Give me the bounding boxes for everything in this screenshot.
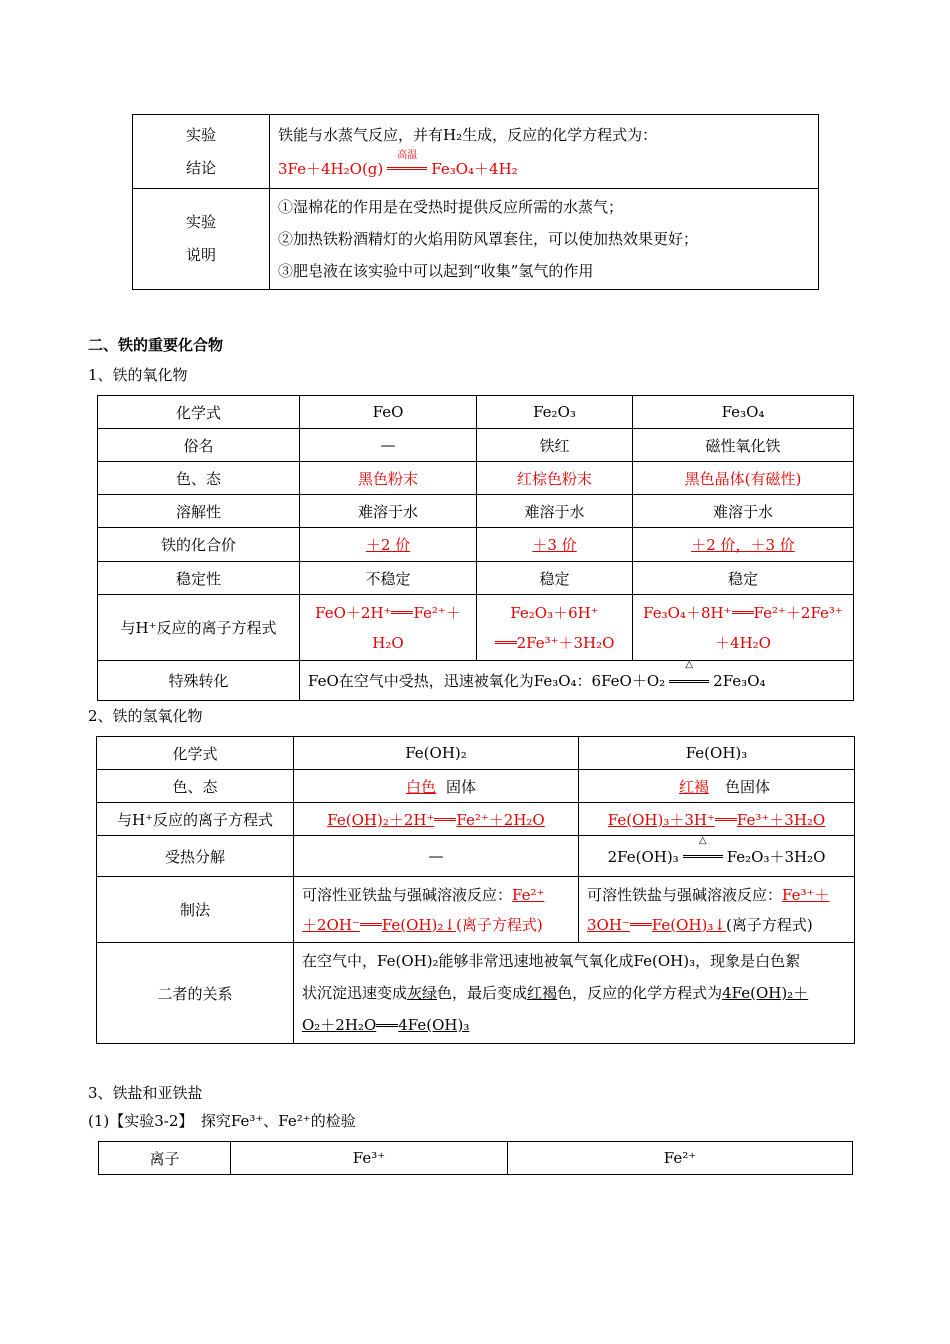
cell-text: 可溶性铁盐与强碱溶液反应： bbox=[587, 885, 783, 904]
fill-answer: O₂＋2H₂O bbox=[302, 1016, 377, 1034]
row-label: 稳定性 bbox=[98, 562, 300, 595]
hydroxides-header: Fe(OH)₂ bbox=[294, 737, 579, 770]
row-label: 受热分解 bbox=[97, 836, 294, 877]
exp-note-label bbox=[133, 189, 270, 290]
ions-table bbox=[98, 1141, 853, 1175]
fill-answer: 白色 bbox=[405, 777, 436, 796]
cell: ＋2 价 bbox=[300, 528, 477, 562]
eq-left: 2Fe(OH)₃ bbox=[607, 847, 679, 866]
cell: ＋3 价 bbox=[477, 528, 633, 562]
experiment-title: (1)【实验3-2】 探究Fe³⁺、Fe²⁺的检验 bbox=[88, 1112, 356, 1130]
oxides-header: Fe₂O₃ bbox=[477, 396, 633, 429]
cell bbox=[477, 595, 633, 661]
cell: 难溶于水 bbox=[477, 495, 633, 528]
eq-part: Fe₂O₃＋6H⁺ bbox=[510, 603, 599, 622]
rel-line: 在空气中，Fe(OH)₂能够非常迅速地被氧气氧化成Fe(OH)₃，现象是白色絮 bbox=[302, 952, 801, 970]
special-transform bbox=[300, 661, 854, 701]
cell-text: (离子方程式) bbox=[725, 915, 813, 934]
note-line: ②加热铁粉酒精灯的火焰用防风罩套住，可以使加热效果更好； bbox=[278, 230, 699, 248]
cell bbox=[294, 803, 579, 836]
cell bbox=[579, 803, 855, 836]
subsection-title: 2、铁的氢氧化物 bbox=[88, 707, 203, 725]
eq-part: Fe²⁺＋2H₂O bbox=[456, 810, 545, 829]
hydroxides-header: 化学式 bbox=[97, 737, 294, 770]
cell bbox=[294, 877, 579, 943]
exp-conclusion-label bbox=[133, 115, 270, 189]
eq-part: Fe³⁺＋ bbox=[782, 885, 830, 904]
exp-conclusion-text: 铁能与水蒸气反应，并有H₂生成，反应的化学方程式为： bbox=[278, 125, 658, 144]
eq-part: H₂O bbox=[372, 633, 404, 652]
ions-header: 离子 bbox=[99, 1142, 231, 1175]
note-line: ①湿棉花的作用是在受热时提供反应所需的水蒸气； bbox=[278, 198, 624, 216]
cell: 稳定 bbox=[633, 562, 854, 595]
cell: 铁红 bbox=[477, 429, 633, 462]
hydroxides-table bbox=[96, 736, 855, 1044]
subsection-title: 1、铁的氧化物 bbox=[88, 366, 188, 384]
experiment-table bbox=[132, 114, 819, 290]
cell: 不稳定 bbox=[300, 562, 477, 595]
note-line: ③肥皂液在该实验中可以起到“收集”氢气的作用 bbox=[278, 262, 594, 280]
row-label: 特殊转化 bbox=[98, 661, 300, 701]
eq-part: 2Fe³⁺＋3H₂O bbox=[516, 633, 615, 652]
cell-text: 固体 bbox=[446, 777, 477, 796]
hydroxides-header: Fe(OH)₃ bbox=[579, 737, 855, 770]
exp-note-content bbox=[270, 189, 819, 290]
eq-part: ＋4H₂O bbox=[715, 633, 771, 652]
oxides-header: FeO bbox=[300, 396, 477, 429]
row-label: 与H⁺反应的离子方程式 bbox=[98, 595, 300, 661]
label-line: 结论 bbox=[185, 158, 216, 177]
ions-header: Fe²⁺ bbox=[508, 1142, 853, 1175]
exp-conclusion-content bbox=[270, 115, 819, 189]
fill-answer: 红褐 bbox=[527, 984, 558, 1002]
cell: 黑色晶体(有磁性) bbox=[633, 462, 854, 495]
cell bbox=[294, 770, 579, 803]
fill-answer: 4Fe(OH)₂＋ bbox=[722, 984, 809, 1002]
cell-text: 色固体 bbox=[725, 777, 771, 796]
cell: — bbox=[294, 836, 579, 877]
cell: ＋2 价，＋3 价 bbox=[633, 528, 854, 562]
eq-part: Fe(OH)₃↓ bbox=[651, 915, 726, 934]
rel-text: 色，最后变成 bbox=[437, 984, 528, 1002]
fill-answer: 4Fe(OH)₃ bbox=[398, 1016, 470, 1034]
eq-right: Fe₃O₄＋4H₂ bbox=[431, 159, 518, 178]
section-title: 二、铁的重要化合物 bbox=[88, 336, 224, 354]
cell bbox=[300, 595, 477, 661]
eq-part: 3OH⁻ bbox=[587, 915, 630, 934]
eq-part: FeO＋2H⁺ bbox=[315, 603, 392, 622]
row-label: 铁的化合价 bbox=[98, 528, 300, 562]
eq-left: 3Fe＋4H₂O(g) bbox=[278, 159, 384, 178]
eq-part: ＋2OH⁻ bbox=[302, 915, 360, 934]
oxides-header: 化学式 bbox=[98, 396, 300, 429]
row-label: 俗名 bbox=[98, 429, 300, 462]
eq-part: Fe(OH)₂↓ bbox=[381, 915, 456, 934]
eq-condition: △ bbox=[685, 659, 694, 670]
cell: — bbox=[300, 429, 477, 462]
row-label: 二者的关系 bbox=[97, 943, 294, 1044]
label-line: 实验 bbox=[185, 125, 216, 144]
exp-conclusion-equation bbox=[278, 149, 810, 184]
eq-part: Fe(OH)₂＋2H⁺ bbox=[327, 810, 435, 829]
cell: 难溶于水 bbox=[633, 495, 854, 528]
eq-condition: △ bbox=[698, 834, 707, 846]
ions-header: Fe³⁺ bbox=[231, 1142, 508, 1175]
cell bbox=[633, 595, 854, 661]
row-label: 色、态 bbox=[97, 770, 294, 803]
rel-text: 状沉淀迅速变成 bbox=[302, 984, 408, 1002]
cell: 稳定 bbox=[477, 562, 633, 595]
cell bbox=[579, 836, 855, 877]
subsection-title: 3、铁盐和亚铁盐 bbox=[88, 1084, 203, 1102]
label-line: 实验 bbox=[185, 213, 216, 231]
relationship-cell bbox=[294, 943, 855, 1044]
eq-part: Fe²⁺ bbox=[512, 885, 545, 904]
eq-part: Fe₃O₄＋8H⁺ bbox=[643, 603, 732, 622]
eq-part: Fe(OH)₃＋3H⁺ bbox=[607, 810, 715, 829]
cell: 难溶于水 bbox=[300, 495, 477, 528]
rel-text: 色，反应的化学方程式为 bbox=[557, 984, 723, 1002]
oxides-header: Fe₃O₄ bbox=[633, 396, 854, 429]
eq-right: Fe₂O₃＋3H₂O bbox=[726, 847, 826, 866]
row-label: 色、态 bbox=[98, 462, 300, 495]
cell bbox=[579, 877, 855, 943]
fill-answer: 红褐 bbox=[678, 777, 709, 796]
cell: 红棕色粉末 bbox=[477, 462, 633, 495]
special-text: FeO在空气中受热，迅速被氧化为Fe₃O₄：6FeO＋O₂ bbox=[308, 672, 666, 690]
row-label: 与H⁺反应的离子方程式 bbox=[97, 803, 294, 836]
eq-part: Fe³⁺＋3H₂O bbox=[736, 810, 826, 829]
row-label: 制法 bbox=[97, 877, 294, 943]
label-line: 说明 bbox=[185, 246, 216, 264]
cell: 磁性氧化铁 bbox=[633, 429, 854, 462]
cell-text: (离子方程式) bbox=[455, 915, 543, 934]
eq-right: 2Fe₃O₄ bbox=[713, 672, 766, 690]
oxides-table bbox=[97, 395, 854, 701]
cell bbox=[579, 770, 855, 803]
cell: 黑色粉末 bbox=[300, 462, 477, 495]
eq-part: Fe²⁺＋ bbox=[413, 603, 461, 622]
eq-condition: 高温 bbox=[397, 149, 418, 161]
cell-text: 可溶性亚铁盐与强碱溶液反应： bbox=[302, 885, 513, 904]
fill-answer: 灰绿 bbox=[407, 984, 438, 1002]
row-label: 溶解性 bbox=[98, 495, 300, 528]
eq-part: Fe²⁺＋2Fe³⁺ bbox=[753, 603, 843, 622]
